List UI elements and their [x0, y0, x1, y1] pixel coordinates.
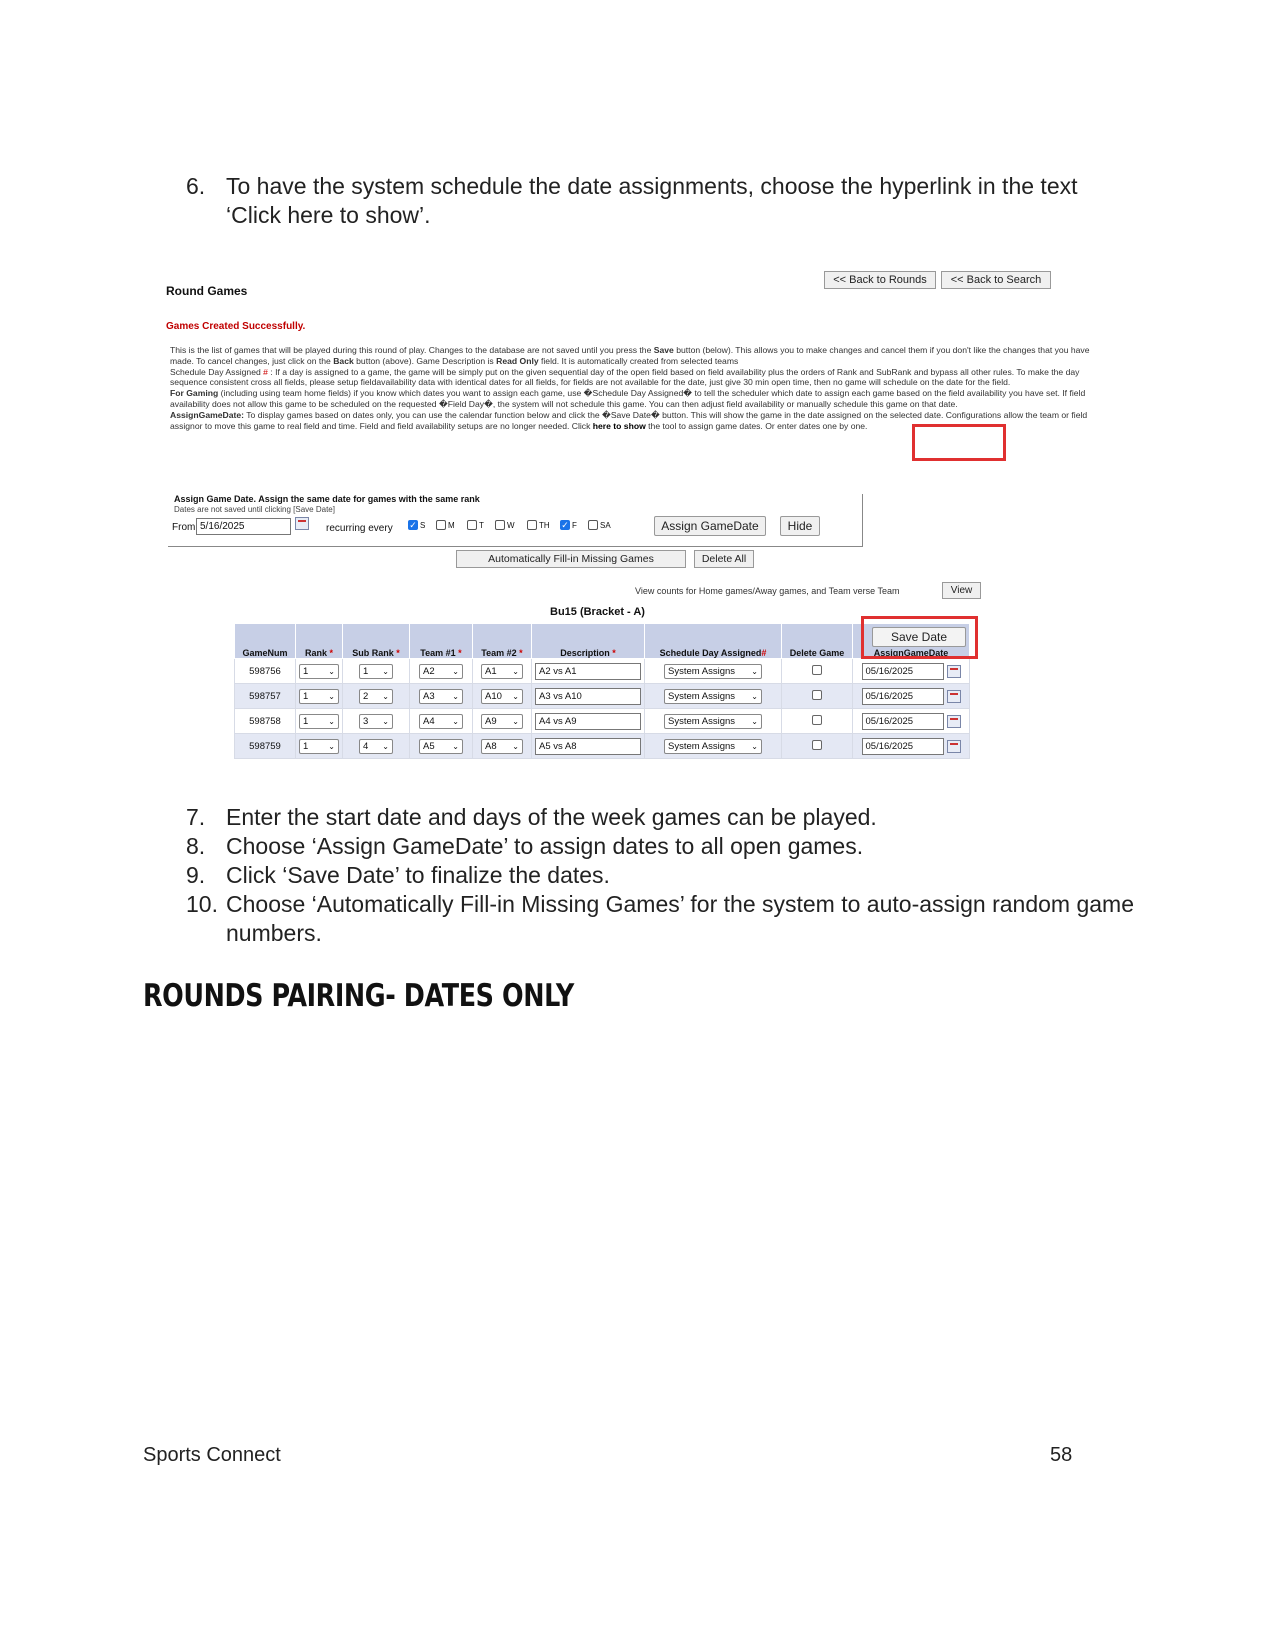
- column-header: Rank *: [296, 624, 343, 659]
- chevron-down-icon: ⌄: [751, 716, 758, 726]
- delete-game-checkbox[interactable]: [812, 740, 822, 750]
- delete-game-checkbox[interactable]: [812, 715, 822, 725]
- game-date-input[interactable]: 05/16/2025: [862, 738, 944, 755]
- rank-select[interactable]: 1 ⌄: [299, 714, 339, 729]
- save-date-button[interactable]: Save Date: [872, 627, 966, 647]
- bracket-title: Bu15 (Bracket - A): [550, 606, 645, 618]
- link-highlight-box: [912, 424, 1006, 461]
- day-checkbox-sa[interactable]: SA: [588, 520, 611, 530]
- delete-game-checkbox[interactable]: [812, 665, 822, 675]
- delete-game-checkbox[interactable]: [812, 690, 822, 700]
- step-8: 8. Choose ‘Assign GameDate’ to assign dates to all open games.: [186, 833, 864, 859]
- chevron-down-icon: ⌄: [512, 741, 519, 751]
- calendar-icon[interactable]: [947, 690, 961, 703]
- instructions: [170, 345, 1102, 431]
- assign-gamedate-button[interactable]: Assign GameDate: [654, 516, 766, 536]
- round-games-screenshot: [166, 274, 1106, 808]
- recurring-label: recurring every: [326, 523, 393, 534]
- chevron-down-icon: ⌄: [328, 716, 335, 726]
- step-7: 7. Enter the start date and days of the week games can be played.: [186, 804, 877, 830]
- chevron-down-icon: ⌄: [751, 666, 758, 676]
- description-field[interactable]: A2 vs A1: [535, 663, 641, 680]
- checkbox-icon: ✓: [561, 519, 569, 530]
- checkbox-icon: [495, 520, 505, 530]
- table-row: [235, 684, 970, 709]
- schedule-day-select[interactable]: System Assigns ⌄: [664, 714, 762, 729]
- gamenum-cell: 598757: [235, 684, 296, 709]
- step-9: 9. Click ‘Save Date’ to finalize the dates.: [186, 862, 610, 888]
- table-header-row: [235, 624, 970, 659]
- schedule-day-select[interactable]: System Assigns ⌄: [664, 664, 762, 679]
- day-checkbox-m[interactable]: M: [436, 520, 455, 530]
- calendar-icon[interactable]: [947, 715, 961, 728]
- page-title: Round Games: [166, 284, 248, 298]
- game-date-input[interactable]: 05/16/2025: [862, 688, 944, 705]
- rank-select[interactable]: 1 ⌄: [299, 664, 339, 679]
- from-date-input[interactable]: 5/16/2025: [196, 518, 291, 535]
- step-10: 10. Choose ‘Automatically Fill-in Missing Games’ for the system to auto-assign random game numbers.: [186, 891, 1135, 946]
- column-header: Sub Rank *: [343, 624, 410, 659]
- chevron-down-icon: ⌄: [328, 741, 335, 751]
- assign-game-date-panel: [168, 494, 863, 547]
- here-to-show-link[interactable]: here to show: [592, 420, 646, 431]
- view-counts-text: View counts for Home games/Away games, and Team verse Team: [635, 586, 900, 596]
- team1-select[interactable]: A3 ⌄: [419, 689, 463, 704]
- section-heading: ROUNDS PAIRING- DATES ONLY: [143, 978, 574, 1014]
- step-6: [186, 172, 1136, 230]
- instructions-paragraph-2: Schedule Day Assigned # : If a day is assigned to a game, the game will be simply put on the given sequential day of the open field based on field availability plus the orders of Rank and SubRank and bypass all other rules. To make the day sequence consistent cross all fields, please setup fieldavailability data with identical dates for all fields, for fields are not available for the date, just give 30 min open time, then no game will schedule on the date for the field.: [170, 366, 1080, 388]
- chevron-down-icon: ⌄: [382, 741, 389, 751]
- step-number: 6.: [186, 173, 206, 199]
- team2-select[interactable]: A10 ⌄: [481, 689, 523, 704]
- column-header: Delete Game: [782, 624, 853, 659]
- column-header: Team #1 *: [410, 624, 473, 659]
- page-number: 58: [1050, 1444, 1073, 1466]
- from-label: From: [172, 522, 196, 533]
- chevron-down-icon: ⌄: [382, 716, 389, 726]
- schedule-day-select[interactable]: System Assigns ⌄: [664, 689, 762, 704]
- steps-7-10: [186, 803, 1136, 948]
- table-row: [235, 659, 970, 684]
- chevron-down-icon: ⌄: [382, 691, 389, 701]
- gamenum-cell: 598756: [235, 659, 296, 684]
- column-header: AssignGameDate: [853, 624, 970, 659]
- checkbox-icon: [527, 520, 537, 530]
- back-to-search-button[interactable]: << Back to Search: [941, 271, 1051, 289]
- description-field[interactable]: A4 vs A9: [535, 713, 641, 730]
- chevron-down-icon: ⌄: [452, 741, 459, 751]
- day-checkbox-f[interactable]: ✓ F: [561, 519, 577, 530]
- table-row: [235, 734, 970, 759]
- instructions-paragraph-3: For Gaming (including using team home fields) if you know which dates you want to assign each game, use �Schedule Day Assigned� to tell the scheduler which date to assign each game based on the field availability you have set. If field availability does not allow this game to be scheduled on the requested �Field Day�, the system will not schedule this game. You can then adjust field availability or manually schedule this game on that date.: [170, 388, 1086, 409]
- game-date-input[interactable]: 05/16/2025: [862, 713, 944, 730]
- day-checkbox-t[interactable]: T: [467, 520, 484, 530]
- assign-panel-title: Assign Game Date. Assign the same date for games with the same rank: [174, 494, 480, 504]
- team1-select[interactable]: A2 ⌄: [419, 664, 463, 679]
- back-to-rounds-button[interactable]: << Back to Rounds: [824, 271, 936, 289]
- calendar-icon[interactable]: [947, 740, 961, 753]
- delete-all-button[interactable]: Delete All: [694, 550, 754, 568]
- team2-select[interactable]: A1 ⌄: [481, 664, 523, 679]
- hide-button[interactable]: Hide: [780, 516, 820, 536]
- checkbox-icon: ✓: [409, 519, 417, 530]
- schedule-day-select[interactable]: System Assigns ⌄: [664, 739, 762, 754]
- subrank-select[interactable]: 1 ⌄: [359, 664, 393, 679]
- chevron-down-icon: ⌄: [751, 691, 758, 701]
- subrank-select[interactable]: 2 ⌄: [359, 689, 393, 704]
- chevron-down-icon: ⌄: [328, 691, 335, 701]
- calendar-icon[interactable]: [295, 517, 309, 530]
- save-date-highlight-box: [861, 616, 978, 659]
- checkbox-icon: [467, 520, 477, 530]
- day-checkbox-w[interactable]: W: [495, 520, 515, 530]
- view-button[interactable]: View: [942, 582, 981, 599]
- description-field[interactable]: A5 vs A8: [535, 738, 641, 755]
- instructions-paragraph-4: AssignGameDate: To display games based on dates only, you can use the calendar function below and click the �Save Date� button. This will show the game in the date assigned on the selected date. Configurations allow the team or field assignor to move this game to real field and time. Field and field availability setups are no longer needed. Click here to show the tool to assign game dates. Or enter dates one by one.: [170, 409, 1088, 431]
- subrank-select[interactable]: 4 ⌄: [359, 739, 393, 754]
- chevron-down-icon: ⌄: [751, 741, 758, 751]
- gamenum-cell: 598758: [235, 709, 296, 734]
- calendar-icon[interactable]: [947, 665, 961, 678]
- checkbox-icon: [436, 520, 446, 530]
- column-header: Description *: [532, 624, 645, 659]
- footer-brand: Sports Connect: [143, 1444, 281, 1466]
- chevron-down-icon: ⌄: [512, 716, 519, 726]
- day-checkbox-s[interactable]: ✓ S: [409, 519, 426, 530]
- column-header: GameNum: [235, 624, 296, 659]
- day-checkbox-th[interactable]: TH: [527, 520, 550, 530]
- team2-select[interactable]: A8 ⌄: [481, 739, 523, 754]
- chevron-down-icon: ⌄: [452, 716, 459, 726]
- subrank-select[interactable]: 3 ⌄: [359, 714, 393, 729]
- chevron-down-icon: ⌄: [512, 666, 519, 676]
- column-header: Schedule Day Assigned#: [645, 624, 782, 659]
- game-date-input[interactable]: 05/16/2025: [862, 663, 944, 680]
- auto-fill-missing-games-button[interactable]: Automatically Fill-in Missing Games: [456, 550, 686, 568]
- chevron-down-icon: ⌄: [328, 666, 335, 676]
- team1-select[interactable]: A4 ⌄: [419, 714, 463, 729]
- checkbox-icon: [588, 520, 598, 530]
- column-header: Team #2 *: [473, 624, 532, 659]
- step-text: To have the system schedule the date assignments, choose the hyperlink in the text ‘Click here to show’.: [226, 173, 1078, 228]
- description-field[interactable]: A3 vs A10: [535, 688, 641, 705]
- chevron-down-icon: ⌄: [452, 666, 459, 676]
- team1-select[interactable]: A5 ⌄: [419, 739, 463, 754]
- rank-select[interactable]: 1 ⌄: [299, 689, 339, 704]
- instructions-paragraph-1: This is the list of games that will be played during this round of play. Changes to the database are not saved until you press the Save button (below). This allows you to make changes and cancel them if you don't like the changes that you have made. To cancel changes, just click on the Back button (above). Game Description is Read Only field. It is automatically created from selected teams: [170, 345, 1090, 366]
- team2-select[interactable]: A9 ⌄: [481, 714, 523, 729]
- assign-panel-note: Dates are not saved until clicking [Save Date]: [174, 505, 335, 514]
- gamenum-cell: 598759: [235, 734, 296, 759]
- chevron-down-icon: ⌄: [512, 691, 519, 701]
- chevron-down-icon: ⌄: [382, 666, 389, 676]
- success-message: Games Created Successfully.: [166, 321, 306, 332]
- rank-select[interactable]: 1 ⌄: [299, 739, 339, 754]
- chevron-down-icon: ⌄: [452, 691, 459, 701]
- table-row: [235, 709, 970, 734]
- games-table: [234, 623, 970, 759]
